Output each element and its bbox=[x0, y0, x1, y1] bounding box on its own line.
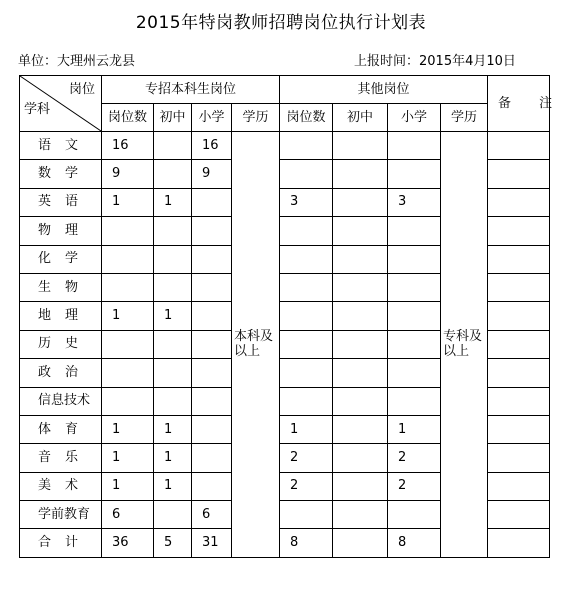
undergrad-post-count-cell: 1 bbox=[102, 472, 154, 500]
undergrad-post-count-cell: 36 bbox=[102, 529, 154, 557]
other-primary-cell: 3 bbox=[388, 188, 441, 216]
remarks-cell bbox=[488, 501, 550, 529]
undergrad-post-count-cell: 6 bbox=[102, 501, 154, 529]
undergrad-junior-cell: 1 bbox=[154, 415, 192, 443]
header-row-groups bbox=[20, 76, 550, 104]
undergrad-post-count-cell: 1 bbox=[102, 444, 154, 472]
other-post-count-cell bbox=[280, 132, 333, 160]
undergrad-post-count-cell: 1 bbox=[102, 302, 154, 330]
undergrad-primary-cell bbox=[192, 359, 232, 387]
other-junior-cell bbox=[333, 472, 388, 500]
other-junior-cell bbox=[333, 359, 388, 387]
undergrad-primary-cell bbox=[192, 387, 232, 415]
other-post-count-cell bbox=[280, 501, 333, 529]
undergrad-junior-cell bbox=[154, 245, 192, 273]
subject-cell: 合计 bbox=[20, 529, 102, 557]
other-junior-cell bbox=[333, 188, 388, 216]
other-junior-cell bbox=[333, 217, 388, 245]
other-post-count-cell: 2 bbox=[280, 472, 333, 500]
corner-header-cell bbox=[20, 76, 102, 132]
other-junior-cell bbox=[333, 387, 388, 415]
subcol-header: 小学 bbox=[388, 104, 441, 132]
document-title: 2015年特岗教师招聘岗位执行计划表 bbox=[135, 13, 427, 33]
table-body bbox=[20, 76, 564, 558]
undergrad-post-count-cell bbox=[102, 359, 154, 387]
other-junior-cell bbox=[333, 273, 388, 301]
undergrad-post-count-cell bbox=[102, 387, 154, 415]
undergrad-junior-cell: 1 bbox=[154, 472, 192, 500]
corner-header-post: 岗位 bbox=[68, 82, 95, 97]
other-post-count-cell bbox=[280, 330, 333, 358]
report-time-label: 上报时间：2015年4月10日 bbox=[354, 54, 516, 69]
other-post-count-cell: 1 bbox=[280, 415, 333, 443]
undergrad-primary-cell bbox=[192, 444, 232, 472]
undergrad-primary-cell bbox=[192, 330, 232, 358]
subcol-header: 学历 bbox=[232, 104, 280, 132]
undergrad-primary-cell bbox=[192, 472, 232, 500]
subcol-header: 学历 bbox=[441, 104, 488, 132]
undergrad-primary-cell: 16 bbox=[192, 132, 232, 160]
recruitment-plan-table bbox=[19, 75, 564, 558]
undergrad-junior-cell bbox=[154, 501, 192, 529]
subject-cell: 政治 bbox=[20, 359, 102, 387]
remarks-cell bbox=[488, 529, 550, 557]
other-post-count-cell: 2 bbox=[280, 444, 333, 472]
undergrad-junior-cell bbox=[154, 387, 192, 415]
undergrad-post-count-cell bbox=[102, 245, 154, 273]
other-junior-cell bbox=[333, 415, 388, 443]
remarks-cell bbox=[488, 472, 550, 500]
undergrad-junior-cell: 1 bbox=[154, 302, 192, 330]
undergrad-post-count-cell: 1 bbox=[102, 188, 154, 216]
other-post-count-cell bbox=[280, 359, 333, 387]
undergrad-primary-cell: 31 bbox=[192, 529, 232, 557]
other-primary-cell bbox=[388, 160, 441, 188]
subject-cell: 音乐 bbox=[20, 444, 102, 472]
other-primary-cell bbox=[388, 132, 441, 160]
subject-cell: 语文 bbox=[20, 132, 102, 160]
undergrad-post-count-cell: 9 bbox=[102, 160, 154, 188]
other-primary-cell bbox=[388, 387, 441, 415]
other-primary-cell: 8 bbox=[388, 529, 441, 557]
other-post-count-cell bbox=[280, 302, 333, 330]
undergrad-primary-cell bbox=[192, 273, 232, 301]
remarks-cell bbox=[488, 387, 550, 415]
other-primary-cell: 2 bbox=[388, 444, 441, 472]
remarks-cell bbox=[488, 444, 550, 472]
other-post-count-cell bbox=[280, 160, 333, 188]
undergrad-post-count-cell: 1 bbox=[102, 415, 154, 443]
undergrad-post-count-cell bbox=[102, 217, 154, 245]
undergrad-post-count-cell bbox=[102, 273, 154, 301]
other-junior-cell bbox=[333, 160, 388, 188]
subcol-header: 初中 bbox=[154, 104, 192, 132]
subject-cell: 生物 bbox=[20, 273, 102, 301]
other-primary-cell bbox=[388, 302, 441, 330]
undergrad-junior-cell bbox=[154, 217, 192, 245]
undergrad-education-cell: 本科及 以上 bbox=[232, 132, 280, 558]
other-junior-cell bbox=[333, 132, 388, 160]
table-row bbox=[20, 132, 550, 160]
subcol-header: 小学 bbox=[192, 104, 232, 132]
subcol-header: 初中 bbox=[333, 104, 388, 132]
remarks-cell bbox=[488, 359, 550, 387]
other-primary-cell bbox=[388, 359, 441, 387]
other-junior-cell bbox=[333, 330, 388, 358]
remarks-cell bbox=[488, 132, 550, 160]
unit-label: 单位：大理州云龙县 bbox=[18, 54, 136, 69]
subject-cell: 化学 bbox=[20, 245, 102, 273]
subject-cell: 地理 bbox=[20, 302, 102, 330]
undergrad-primary-cell: 9 bbox=[192, 160, 232, 188]
other-primary-cell: 2 bbox=[388, 472, 441, 500]
undergrad-junior-cell bbox=[154, 132, 192, 160]
subject-cell: 学前教育 bbox=[20, 501, 102, 529]
other-primary-cell bbox=[388, 330, 441, 358]
remarks-cell bbox=[488, 245, 550, 273]
other-post-count-cell bbox=[280, 217, 333, 245]
other-post-count-cell bbox=[280, 387, 333, 415]
subject-cell: 英语 bbox=[20, 188, 102, 216]
other-junior-cell bbox=[333, 529, 388, 557]
group-header-undergrad: 专招本科生岗位 bbox=[102, 76, 280, 104]
undergrad-post-count-cell: 16 bbox=[102, 132, 154, 160]
other-junior-cell bbox=[333, 444, 388, 472]
undergrad-junior-cell bbox=[154, 160, 192, 188]
undergrad-junior-cell bbox=[154, 273, 192, 301]
undergrad-primary-cell bbox=[192, 217, 232, 245]
undergrad-primary-cell bbox=[192, 415, 232, 443]
subject-cell: 信息技术 bbox=[20, 387, 102, 415]
other-post-count-cell: 8 bbox=[280, 529, 333, 557]
remarks-cell bbox=[488, 330, 550, 358]
undergrad-junior-cell: 5 bbox=[154, 529, 192, 557]
remarks-cell bbox=[488, 302, 550, 330]
corner-header-subject: 学科 bbox=[24, 102, 51, 117]
undergrad-post-count-cell bbox=[102, 330, 154, 358]
remarks-cell bbox=[488, 160, 550, 188]
undergrad-primary-cell bbox=[192, 188, 232, 216]
remarks-cell bbox=[488, 188, 550, 216]
undergrad-junior-cell bbox=[154, 330, 192, 358]
undergrad-junior-cell bbox=[154, 359, 192, 387]
other-primary-cell bbox=[388, 273, 441, 301]
other-primary-cell bbox=[388, 245, 441, 273]
subject-cell: 体育 bbox=[20, 415, 102, 443]
subject-cell: 数学 bbox=[20, 160, 102, 188]
other-junior-cell bbox=[333, 302, 388, 330]
other-primary-cell: 1 bbox=[388, 415, 441, 443]
group-header-other: 其他岗位 bbox=[280, 76, 488, 104]
other-primary-cell bbox=[388, 217, 441, 245]
other-junior-cell bbox=[333, 245, 388, 273]
undergrad-junior-cell: 1 bbox=[154, 188, 192, 216]
remarks-cell bbox=[488, 217, 550, 245]
subject-cell: 物理 bbox=[20, 217, 102, 245]
subject-cell: 历史 bbox=[20, 330, 102, 358]
other-post-count-cell bbox=[280, 273, 333, 301]
subcol-header: 岗位数 bbox=[102, 104, 154, 132]
undergrad-primary-cell: 6 bbox=[192, 501, 232, 529]
other-post-count-cell: 3 bbox=[280, 188, 333, 216]
remarks-cell bbox=[488, 273, 550, 301]
subject-cell: 美术 bbox=[20, 472, 102, 500]
other-post-count-cell bbox=[280, 245, 333, 273]
other-junior-cell bbox=[333, 501, 388, 529]
other-education-cell: 专科及 以上 bbox=[441, 132, 488, 558]
undergrad-junior-cell: 1 bbox=[154, 444, 192, 472]
remarks-cell bbox=[488, 415, 550, 443]
other-primary-cell bbox=[388, 501, 441, 529]
undergrad-primary-cell bbox=[192, 245, 232, 273]
undergrad-primary-cell bbox=[192, 302, 232, 330]
remarks-header: 备 注 bbox=[488, 76, 550, 132]
subcol-header: 岗位数 bbox=[280, 104, 333, 132]
